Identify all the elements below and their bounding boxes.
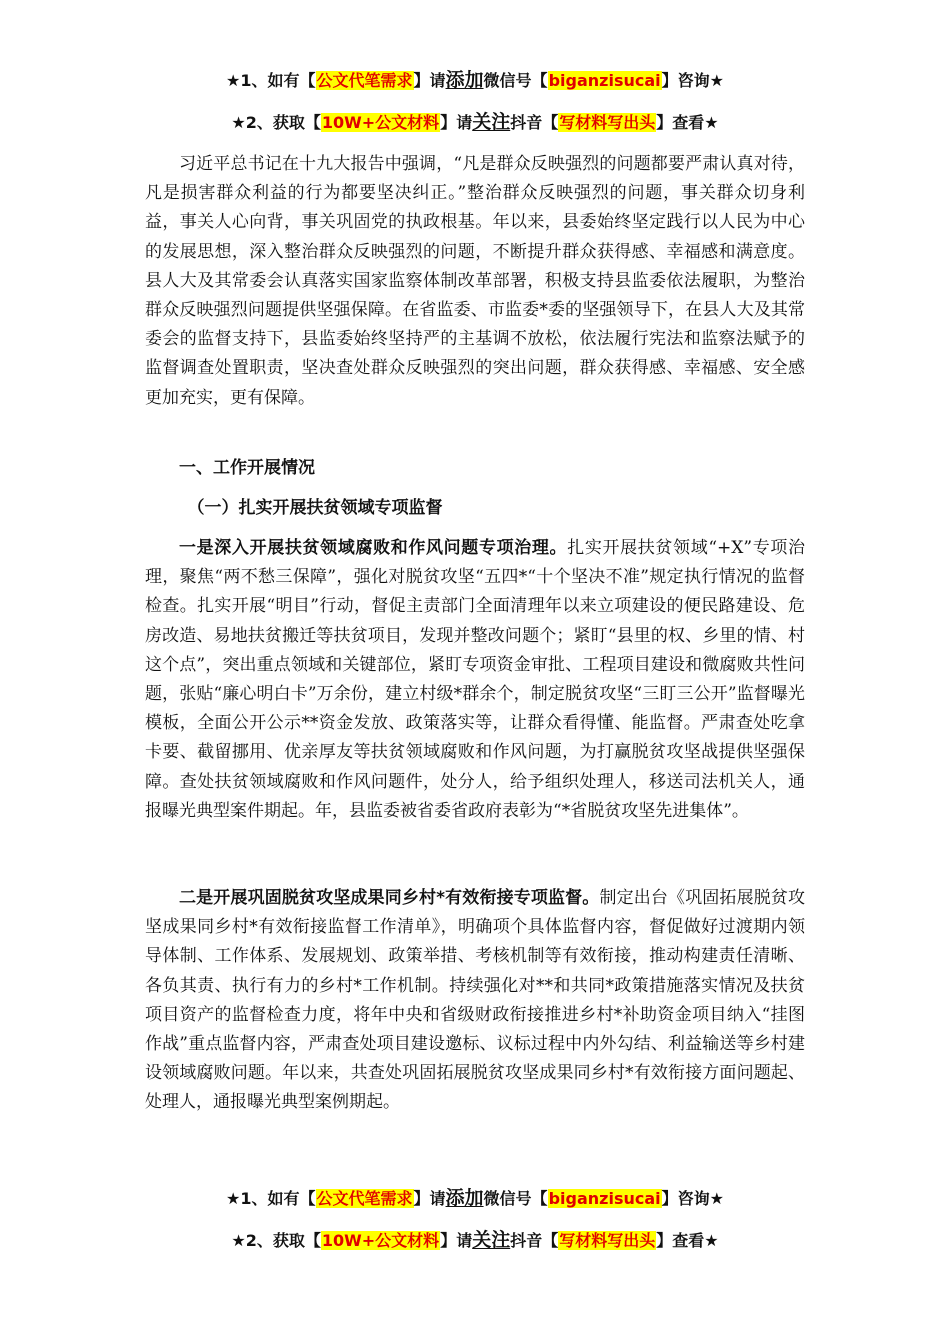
promo-footer-line-2 <box>0 1228 950 1253</box>
paragraph-2-text: 制定出台《巩固拓展脱贫攻坚成果同乡村*有效衔接监督工作清单》，明确项个具体监督内容，督促做好过渡期内领导体制、工作体系、发展规划、政策举措、考核机制等有效衔接，推动构建责任清晰、各负其责、执行有力的乡村*工作机制。持续强化对**和共同*政策措施落实情况及扶贫项目资产的监督检查力度，将年中央和省级财政衔接推进乡村*补助资金项目纳入“挂图作战”重点监督内容，严肃查处项目建设邀标、议标过程中内外勾结、利益输送等乡村建设领域腐败问题。年以来，共查处巩固拓展脱贫攻坚成果同乡村*有效衔接方面问题起、处理人，通报曝光典型案例期起。 <box>145 888 805 1113</box>
promo-footer-line-1 <box>0 1186 950 1211</box>
promo-line-1-suffix: 】咨询★ <box>661 71 724 90</box>
paragraph-2 <box>145 884 805 1118</box>
promo-line-2-douyin-label: 抖音【 <box>510 113 559 132</box>
intro-text: 习近平总书记在十九大报告中强调，“凡是群众反映强烈的问题都要严肃认真对待，凡是损害群众利益的行为都要坚决纠正。”整治群众反映强烈的问题，事关群众切身利益，事关人心向背，事关巩固党的执政根基。年以来，县委始终坚定践行以人民为中心的发展思想，深入整治群众反映强烈的问题，不断提升群众获得感、幸福感和满意度。县人大及其常委会认真落实国家监察体制改革部署，积极支持县监委依法履职，为整治群众反映强烈问题提供坚强保障。在省监委、市监委*委的坚强领导下，在县人大及其常委会的监督支持下，县监委始终坚持严的主基调不放松，依法履行宪法和监察法赋予的监督调查处置职责，坚决查处群众反映强烈的突出问题，群众获得感、幸福感、安全感更加充实，更有保障。 <box>145 154 805 408</box>
promo-footer-line-1-wechat-label: 微信号【 <box>483 1189 548 1208</box>
section-1-title: 一、工作开展情况 <box>179 458 315 478</box>
promo-line-2-mid: 】请 <box>440 113 473 132</box>
promo-line-2-highlight-materials: 10W+公文材料 <box>321 113 440 132</box>
subsection-1-title: （一）扎实开展扶贫领域专项监督 <box>187 498 443 518</box>
promo-line-1-add: 添加 <box>445 69 484 91</box>
promo-line-1-highlight-service: 公文代笔需求 <box>316 71 413 90</box>
promo-line-1-mid: 】请 <box>413 71 446 90</box>
promo-footer-line-2-suffix: 】查看★ <box>656 1231 719 1250</box>
paragraph-1 <box>145 534 805 826</box>
promo-line-2-suffix: 】查看★ <box>656 113 719 132</box>
promo-line-1-wechat-label: 微信号【 <box>483 71 548 90</box>
promo-line-2-follow: 关注 <box>472 111 511 133</box>
promo-footer-line-2-douyin-label: 抖音【 <box>510 1231 559 1250</box>
promo-line-2 <box>0 110 950 135</box>
intro-paragraph <box>145 150 805 413</box>
paragraph-2-lead: 二是开展巩固脱贫攻坚成果同乡村*有效衔接专项监督。 <box>179 888 600 908</box>
promo-footer-line-1-mid: 】请 <box>413 1189 446 1208</box>
paragraph-1-text: 扎实开展扶贫领域“+X”专项治理，聚焦“两不愁三保障”，强化对脱贫攻坚“五四*“十个坚决不准”规定执行情况的监督检查。扎实开展“明目”行动，督促主责部门全面清理年以来立项建设的便民路建设、危房改造、易地扶贫搬迁等扶贫项目，发现并整改问题个；紧盯“县里的权、乡里的情、村这个点”，突出重点领域和关键部位，紧盯专项资金审批、工程项目建设和微腐败共性问题，张贴“廉心明白卡”万余份，建立村级*群余个，制定脱贫攻坚“三盯三公开”监督曝光模板，全面公开公示**资金发放、政策落实等，让群众看得懂、能监督。严肃查处吃拿卡要、截留挪用、优亲厚友等扶贫领域腐败和作风问题，为打赢脱贫攻坚战提供坚强保障。查处扶贫领域腐败和作风问题件，处分人，给予组织处理人，移送司法机关人，通报曝光典型案件期起。年，县监委被省委省政府表彰为“*省脱贫攻坚先进集体”。 <box>145 538 806 821</box>
promo-footer-line-2-follow: 关注 <box>472 1229 511 1251</box>
promo-footer-line-1-wechat-id: biganzisucai <box>548 1189 661 1208</box>
promo-line-1-wechat-id: biganzisucai <box>548 71 661 90</box>
promo-footer-line-1-suffix: 】咨询★ <box>661 1189 724 1208</box>
promo-line-1 <box>0 68 950 93</box>
promo-footer-line-2-prefix: ★2、获取【 <box>231 1231 321 1250</box>
promo-footer-line-1-prefix: ★1、如有【 <box>226 1189 316 1208</box>
promo-line-2-douyin-account: 写材料写出头 <box>559 113 656 132</box>
promo-footer-line-2-mid: 】请 <box>440 1231 473 1250</box>
promo-line-1-prefix: ★1、如有【 <box>226 71 316 90</box>
promo-footer-line-2-douyin-account: 写材料写出头 <box>559 1231 656 1250</box>
promo-footer-line-1-add: 添加 <box>445 1187 484 1209</box>
promo-footer-line-2-highlight-materials: 10W+公文材料 <box>321 1231 440 1250</box>
promo-footer-line-1-highlight-service: 公文代笔需求 <box>316 1189 413 1208</box>
paragraph-1-lead: 一是深入开展扶贫领域腐败和作风问题专项治理。 <box>179 538 568 558</box>
promo-line-2-prefix: ★2、获取【 <box>231 113 321 132</box>
